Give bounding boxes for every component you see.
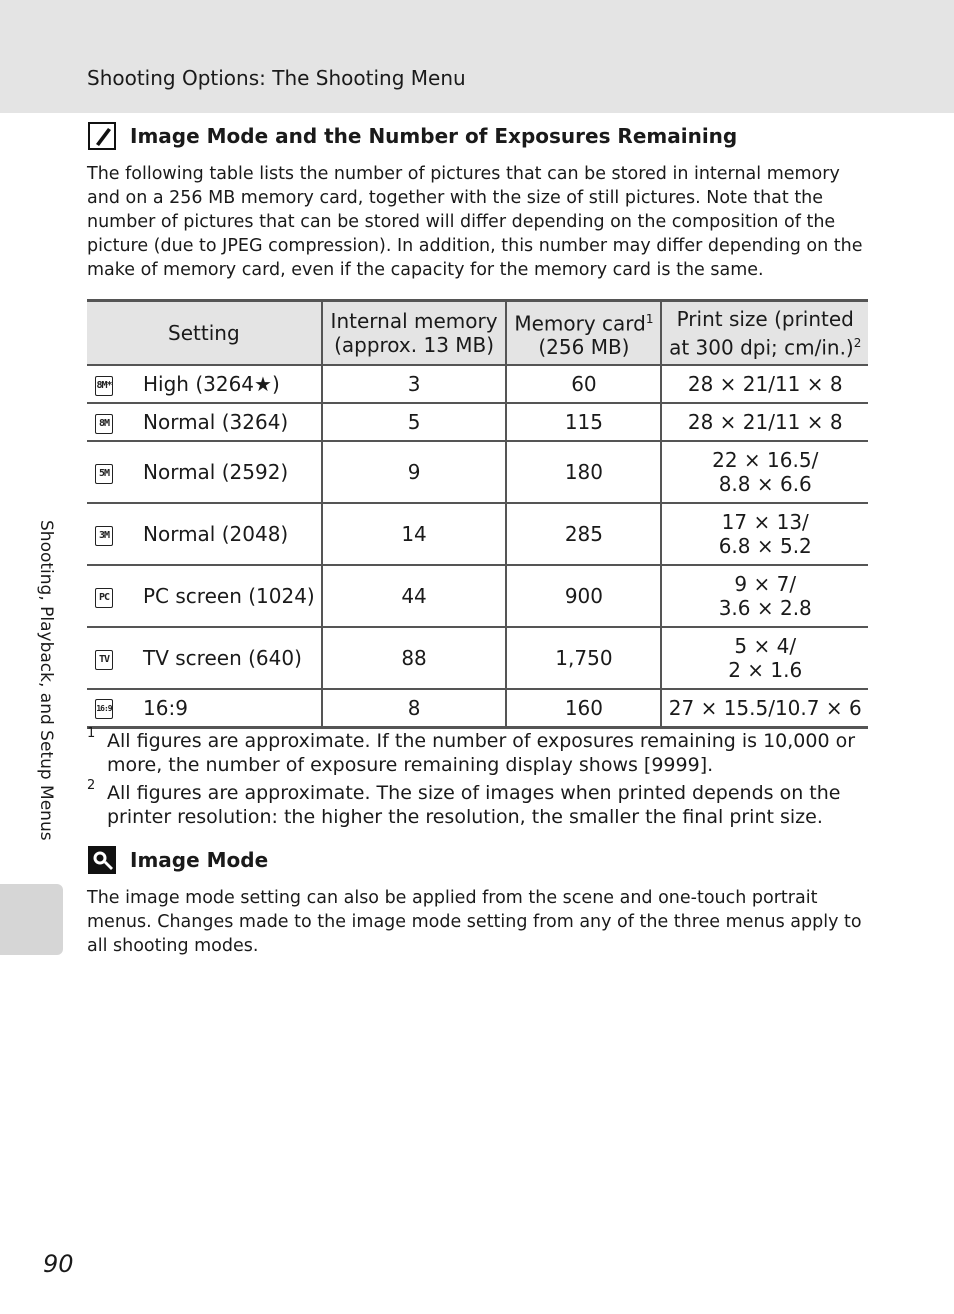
internal-cell: 9	[322, 441, 507, 503]
print-cell: 5 × 4/ 2 × 1.6	[661, 627, 868, 689]
setting-cell: 5M Normal (2592)	[87, 441, 322, 503]
image-mode-pc-icon: PC	[95, 588, 113, 608]
footnote-text: All figures are approximate. The size of images when printed depends on the printer resolution: the higher the resolution, the smaller the final print size.	[107, 782, 841, 828]
print-cell: 17 × 13/ 6.8 × 5.2	[661, 503, 868, 565]
image-mode-16-9-icon: 16:9	[95, 699, 113, 719]
footnote-text: All figures are approximate. If the number of exposures remaining is 10,000 or more, the number of exposure remaining display shows [9999].	[107, 730, 856, 776]
footnote-2	[87, 778, 869, 829]
image-mode-normal-3264-icon: 8M	[95, 414, 113, 434]
setting-cell: 8M* High (3264★)	[87, 365, 322, 403]
card-cell: 1,750	[506, 627, 661, 689]
image-mode-high-icon: 8M*	[95, 376, 113, 396]
internal-cell: 8	[322, 689, 507, 727]
header-print-size: Print size (printed at 300 dpi; cm/in.)$^2$	[661, 301, 868, 366]
exposures-table	[87, 299, 868, 729]
table-row	[87, 627, 868, 689]
print-cell: 28 × 21/11 × 8	[661, 403, 868, 441]
note-body: The following table lists the number of pictures that can be stored in internal memory and on a 256 MB memory card, together with the size of still pictures. Note that the number of pictures that can be stored will differ depending on the composition of the picture (due to JPEG compression). In addition, this number may differ depending on the make of memory card, even if the capacity for the memory card is the same.	[87, 164, 863, 280]
print-cell: 22 × 16.5/ 8.8 × 6.6	[661, 441, 868, 503]
page-number: 90	[43, 1250, 74, 1278]
header-memory-card: Memory card$^1$ (256 MB)	[506, 301, 661, 366]
internal-cell: 3	[322, 365, 507, 403]
pencil-note-icon	[88, 122, 116, 150]
internal-cell: 44	[322, 565, 507, 627]
setting-cell: 8M Normal (3264)	[87, 403, 322, 441]
print-cell: 28 × 21/11 × 8	[661, 365, 868, 403]
table-header-row	[87, 301, 868, 366]
magnifier-tip-icon	[88, 846, 116, 874]
table-row	[87, 689, 868, 727]
setting-cell: 16:9 16:9	[87, 689, 322, 727]
table-row	[87, 565, 868, 627]
table-row	[87, 441, 868, 503]
setting-cell: PC PC screen (1024)	[87, 565, 322, 627]
page-header-title: Shooting Options: The Shooting Menu	[87, 66, 466, 90]
side-chapter-label: Shooting, Playback, and Setup Menus	[36, 520, 56, 841]
setting-cell: 3M Normal (2048)	[87, 503, 322, 565]
print-cell: 9 × 7/ 3.6 × 2.8	[661, 565, 868, 627]
note-heading-text: Image Mode and the Number of Exposures Remaining	[130, 124, 738, 148]
footnote-number: 1	[87, 726, 96, 741]
header-setting: Setting	[87, 301, 322, 366]
print-cell: 27 × 15.5/10.7 × 6	[661, 689, 868, 727]
chapter-tab	[0, 884, 63, 955]
note-heading	[88, 122, 737, 150]
footnote-number: 2	[87, 778, 96, 793]
tip-heading-text: Image Mode	[130, 848, 269, 872]
table-row	[87, 365, 868, 403]
header-internal-memory: Internal memory (approx. 13 MB)	[322, 301, 507, 366]
card-cell: 115	[506, 403, 661, 441]
table-row	[87, 403, 868, 441]
card-cell: 180	[506, 441, 661, 503]
card-cell: 900	[506, 565, 661, 627]
tip-body: The image mode setting can also be applied from the scene and one-touch portrait menus. Changes made to the image mode setting from any of the three menus apply to all shooting modes.	[87, 888, 862, 956]
footnote-1	[87, 726, 869, 777]
image-mode-normal-2592-icon: 5M	[95, 464, 113, 484]
card-cell: 285	[506, 503, 661, 565]
tip-heading	[88, 846, 268, 874]
image-mode-normal-2048-icon: 3M	[95, 526, 113, 546]
internal-cell: 14	[322, 503, 507, 565]
setting-cell: TV TV screen (640)	[87, 627, 322, 689]
image-mode-tv-icon: TV	[95, 650, 113, 670]
internal-cell: 88	[322, 627, 507, 689]
internal-cell: 5	[322, 403, 507, 441]
card-cell: 160	[506, 689, 661, 727]
table-row	[87, 503, 868, 565]
header-band	[0, 0, 954, 113]
card-cell: 60	[506, 365, 661, 403]
